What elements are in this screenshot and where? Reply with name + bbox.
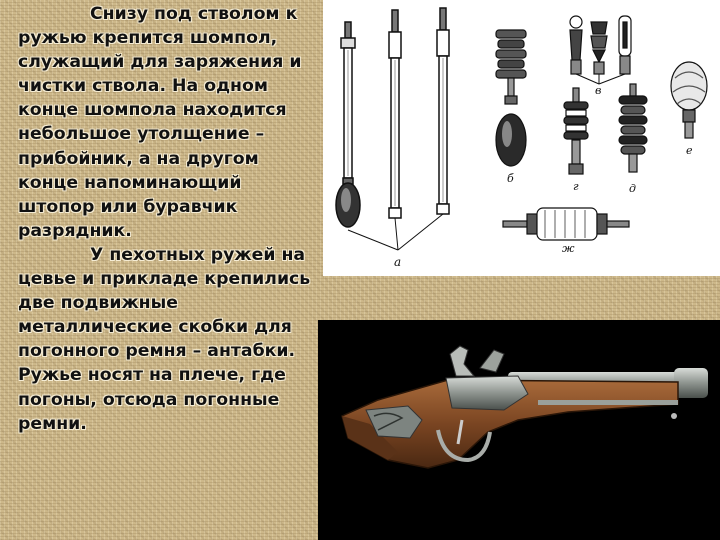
worm-tools-v-icon: [570, 16, 631, 74]
paragraph-ramrod: Снизу под стволом к ружью крепится шомпол, служащий для заряжения и чистки ствола. На одном конце шомпола находится небольшое утолщение – прибойник, а на другом конце напоминающий штопор или буравчик разрядник.: [18, 4, 302, 241]
body-text: [18, 2, 318, 436]
ramrod-tools-diagram: [323, 0, 720, 276]
mop-tool-e-icon: [671, 62, 707, 138]
label-g: г: [573, 180, 579, 193]
brush-tool-d-icon: [619, 84, 647, 172]
brush-tool-zh-icon: [503, 208, 629, 240]
label-a-leaders: [348, 214, 443, 250]
label-b: б: [507, 172, 514, 185]
brush-tool-g-icon: [564, 88, 588, 174]
label-d: д: [629, 182, 636, 195]
flintlock-pistol-icon: [318, 320, 720, 540]
label-a: а: [394, 255, 402, 269]
ramrod-1-icon: [336, 22, 360, 227]
ramrod-2-icon: [389, 10, 401, 218]
flintlock-pistol-photo: [318, 320, 720, 540]
label-zh: ж: [562, 242, 575, 255]
brush-tool-b-icon: [496, 30, 526, 166]
ramrod-3-icon: [437, 8, 449, 214]
label-v-leaders: [576, 74, 625, 84]
label-e: е: [686, 144, 693, 157]
paragraph-sling-swivels: У пехотных ружей на цевье и прикладе крепились две подвижные металлические скобки для погонного ремня – антабки. Ружье носят на плече, где погоны, отсюда погонные ремни.: [18, 244, 311, 434]
ramrod-tools-drawing: [323, 0, 720, 276]
label-v: в: [595, 84, 602, 97]
